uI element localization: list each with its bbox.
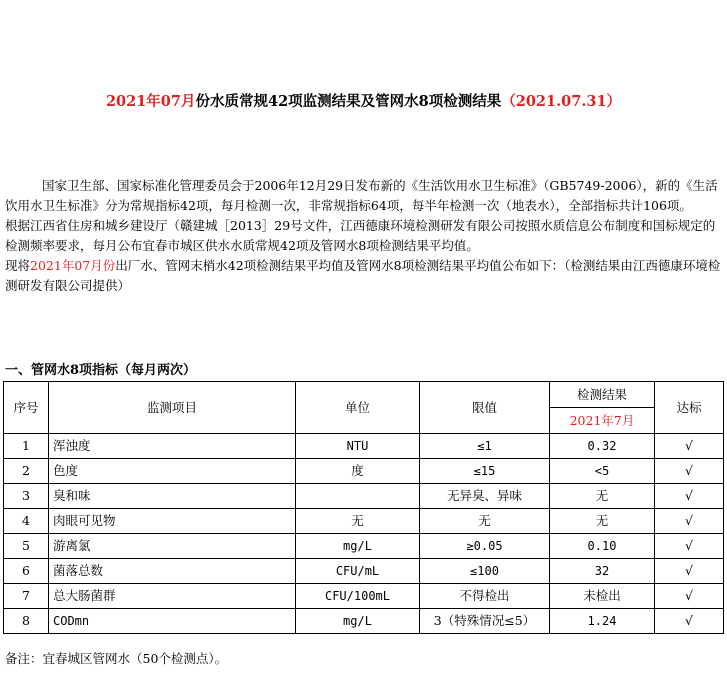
intro-paragraph-2: 根据江西省住房和城乡建设厅（赣建城［2013］29号文件，江西德康环境检测研发有限公司按照水质信息公布制度和国标规定的检测频率要求，每月公布宜春市城区供水水质常规42项及管网水8项检测结果平均值。 bbox=[5, 218, 716, 253]
cell-no: 4 bbox=[4, 509, 49, 534]
intro-text bbox=[5, 176, 723, 296]
cell-item: 色度 bbox=[49, 459, 296, 484]
cell-no: 1 bbox=[4, 434, 49, 459]
results-table bbox=[3, 381, 724, 634]
cell-item: 浑浊度 bbox=[49, 434, 296, 459]
cell-unit: CFU/mL bbox=[296, 559, 420, 584]
cell-no: 3 bbox=[4, 484, 49, 509]
table-row bbox=[4, 584, 724, 609]
cell-item: 总大肠菌群 bbox=[49, 584, 296, 609]
table-row bbox=[4, 434, 724, 459]
table-row bbox=[4, 609, 724, 634]
header-unit: 单位 bbox=[296, 382, 420, 434]
cell-unit: 无 bbox=[296, 509, 420, 534]
intro-paragraph-1: 国家卫生部、国家标准化管理委员会于2006年12月29日发布新的《生活饮用水卫生标准》（GB5749-2006），新的《生活饮用水卫生标准》分为常规指标42项，每月检测一次，非常规指标64项，每半年检测一次（地表水），全部指标共计106项。 bbox=[5, 178, 718, 213]
table-header-row bbox=[4, 382, 724, 408]
section-title: 一、管网水8项指标（每月两次） bbox=[5, 363, 197, 378]
cell-result: 32 bbox=[550, 559, 655, 584]
cell-unit: 度 bbox=[296, 459, 420, 484]
cell-result: 无 bbox=[550, 509, 655, 534]
intro-paragraph-3 bbox=[5, 256, 723, 296]
cell-limit: ≥0.05 bbox=[420, 534, 550, 559]
page-title bbox=[0, 90, 727, 111]
cell-pass: √ bbox=[655, 584, 724, 609]
header-limit: 限值 bbox=[420, 382, 550, 434]
cell-pass: √ bbox=[655, 509, 724, 534]
cell-result: <5 bbox=[550, 459, 655, 484]
cell-no: 5 bbox=[4, 534, 49, 559]
intro-p3-month: 2021年07月份 bbox=[30, 258, 116, 273]
cell-unit: CFU/100mL bbox=[296, 584, 420, 609]
cell-result: 未检出 bbox=[550, 584, 655, 609]
cell-limit: ≤100 bbox=[420, 559, 550, 584]
cell-pass: √ bbox=[655, 459, 724, 484]
intro-p3-prefix: 现将 bbox=[5, 258, 31, 273]
cell-limit: 无异臭、异味 bbox=[420, 484, 550, 509]
cell-pass: √ bbox=[655, 559, 724, 584]
cell-pass: √ bbox=[655, 609, 724, 634]
cell-item: 肉眼可见物 bbox=[49, 509, 296, 534]
title-main: 份水质常规42项监测结果及管网水8项检测结果 bbox=[195, 93, 502, 110]
cell-limit: 3（特殊情况≤5） bbox=[420, 609, 550, 634]
cell-no: 8 bbox=[4, 609, 49, 634]
cell-limit: ≤1 bbox=[420, 434, 550, 459]
table-row bbox=[4, 509, 724, 534]
cell-unit bbox=[296, 484, 420, 509]
cell-item: 臭和味 bbox=[49, 484, 296, 509]
cell-no: 2 bbox=[4, 459, 49, 484]
cell-item: 菌落总数 bbox=[49, 559, 296, 584]
footnote: 备注：宜春城区管网水（50个检测点）。 bbox=[5, 651, 228, 666]
cell-limit: 无 bbox=[420, 509, 550, 534]
header-no: 序号 bbox=[4, 382, 49, 434]
table-row bbox=[4, 534, 724, 559]
cell-unit: mg/L bbox=[296, 609, 420, 634]
title-date: （2021.07.31） bbox=[501, 93, 622, 110]
cell-result: 1.24 bbox=[550, 609, 655, 634]
header-result-month: 2021年7月 bbox=[550, 408, 655, 434]
cell-no: 7 bbox=[4, 584, 49, 609]
header-result: 检测结果 bbox=[550, 382, 655, 408]
header-item: 监测项目 bbox=[49, 382, 296, 434]
table-row bbox=[4, 459, 724, 484]
cell-unit: NTU bbox=[296, 434, 420, 459]
cell-pass: √ bbox=[655, 534, 724, 559]
cell-item: CODmn bbox=[49, 609, 296, 634]
intro-p3-suffix: 出厂水、管网末梢水42项检测结果平均值及管网水8项检测结果平均值公布如下：（检测结果由江西德康环境检测研发有限公司提供） bbox=[5, 258, 721, 293]
cell-no: 6 bbox=[4, 559, 49, 584]
header-pass: 达标 bbox=[655, 382, 724, 434]
cell-result: 0.32 bbox=[550, 434, 655, 459]
cell-pass: √ bbox=[655, 484, 724, 509]
table-row bbox=[4, 484, 724, 509]
cell-pass: √ bbox=[655, 434, 724, 459]
cell-result: 无 bbox=[550, 484, 655, 509]
cell-unit: mg/L bbox=[296, 534, 420, 559]
cell-item: 游离氯 bbox=[49, 534, 296, 559]
table-row bbox=[4, 559, 724, 584]
cell-limit: ≤15 bbox=[420, 459, 550, 484]
cell-result: 0.10 bbox=[550, 534, 655, 559]
title-month: 2021年07月 bbox=[105, 93, 196, 110]
cell-limit: 不得检出 bbox=[420, 584, 550, 609]
